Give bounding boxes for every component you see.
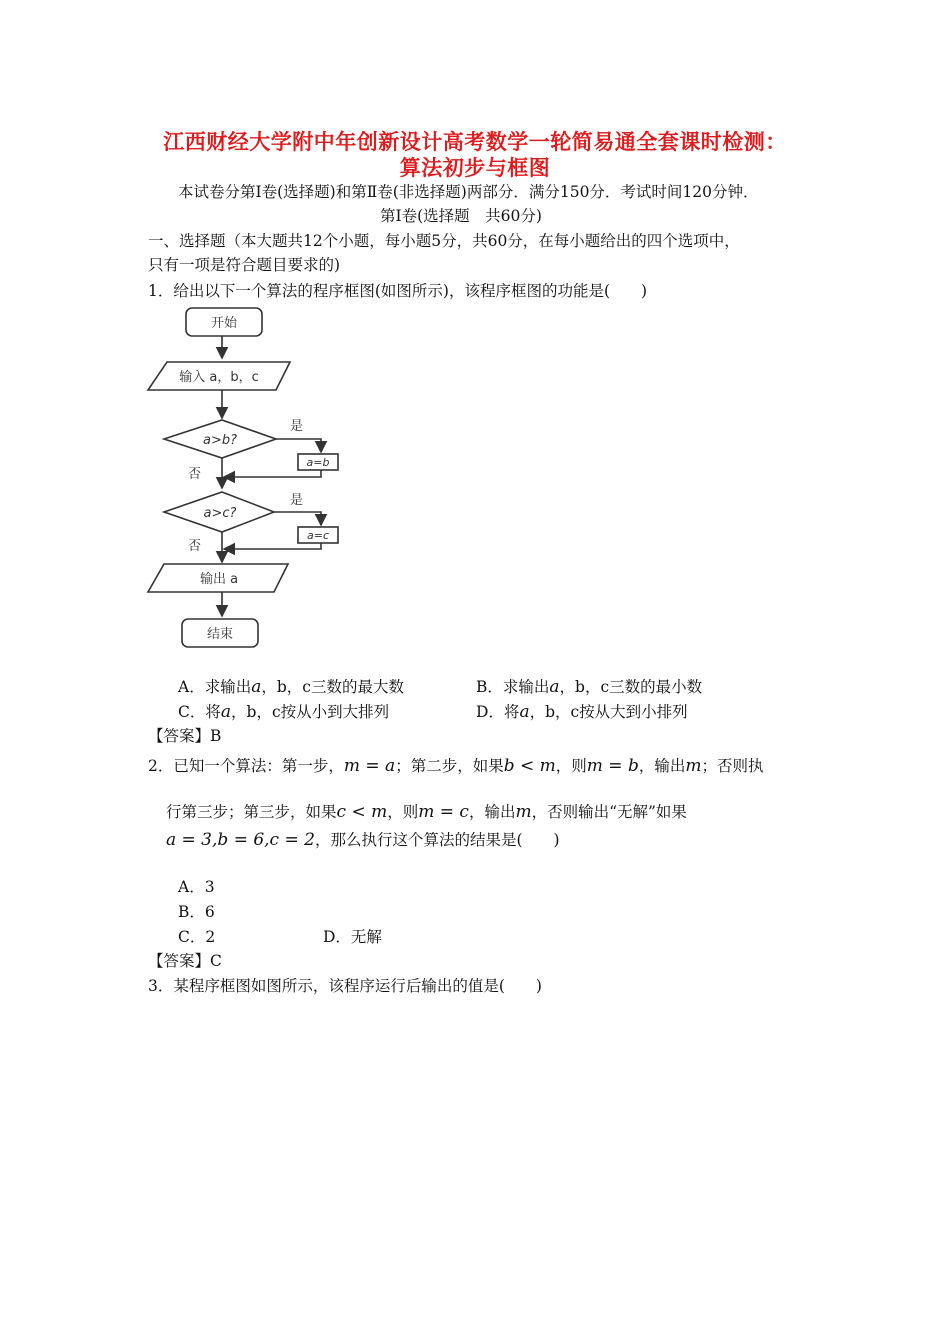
q1-flowchart [140, 300, 380, 660]
section1-line2: 只有一项是符合题目要求的) [148, 256, 341, 274]
q2-option-d: D．无解 [323, 928, 382, 946]
flow-start-label: 开始 [210, 316, 238, 331]
q2-stem-line3: a = 3,b = 6,c = 2，那么执行这个算法的结果是( ) [166, 830, 560, 850]
flow-yes1-label: 是 [290, 419, 304, 434]
flow-cond2-label: a>c? [203, 506, 237, 521]
flow-assign2-label: a=c [306, 529, 330, 542]
q1-stem: 1．给出以下一个算法的程序框图(如图所示)，该程序框图的功能是( ) [148, 282, 648, 300]
flow-output-label: 输出 a [199, 572, 239, 587]
q2-option-a: A．3 [178, 878, 215, 896]
flow-assign1-label: a=b [306, 456, 330, 469]
q3-stem: 3．某程序框图如图所示，该程序运行后输出的值是( ) [148, 977, 542, 995]
flow-yes2-label: 是 [290, 493, 304, 508]
q2-option-b: B．6 [178, 903, 215, 921]
q2-stem-line2: 行第三步；第三步，如果c < m，则m = c，输出m，否则输出“无解”如果 [166, 802, 687, 822]
flow-input-label: 输入 a，b，c [179, 370, 259, 385]
q2-stem-line1: 2．已知一个算法：第一步，m = a；第二步，如果b < m，则m = b，输出m；否则执 [148, 756, 764, 776]
q1-option-a: A．求输出a，b，c三数的最大数 [178, 677, 404, 697]
q2-option-c: C．2 [178, 928, 216, 946]
intro-text: 本试卷分第Ⅰ卷(选择题)和第Ⅱ卷(非选择题)两部分．满分150分．考试时间120分钟． [178, 183, 759, 201]
doc-title-line2: 算法初步与框图 [399, 155, 551, 180]
q2-answer: 【答案】C [148, 952, 222, 970]
q1-option-d: D．将a，b，c按从大到小排列 [476, 702, 688, 722]
part1-heading: 第Ⅰ卷(选择题 共60分) [380, 207, 542, 225]
flow-cond1-label: a>b? [202, 433, 238, 448]
flow-no1-label: 否 [188, 467, 202, 482]
q1-option-c: C．将a，b，c按从小到大排列 [178, 702, 390, 722]
flow-end-label: 结束 [206, 627, 234, 642]
q1-answer: 【答案】B [148, 727, 222, 745]
q1-option-b: B．求输出a，b，c三数的最小数 [476, 677, 703, 697]
flow-no2-label: 否 [188, 539, 202, 554]
section1-line1: 一、选择题（本大题共12个小题，每小题5分，共60分，在每小题给出的四个选项中， [148, 232, 740, 250]
doc-title-line1: 江西财经大学附中年创新设计高考数学一轮简易通全套课时检测： [163, 129, 787, 154]
